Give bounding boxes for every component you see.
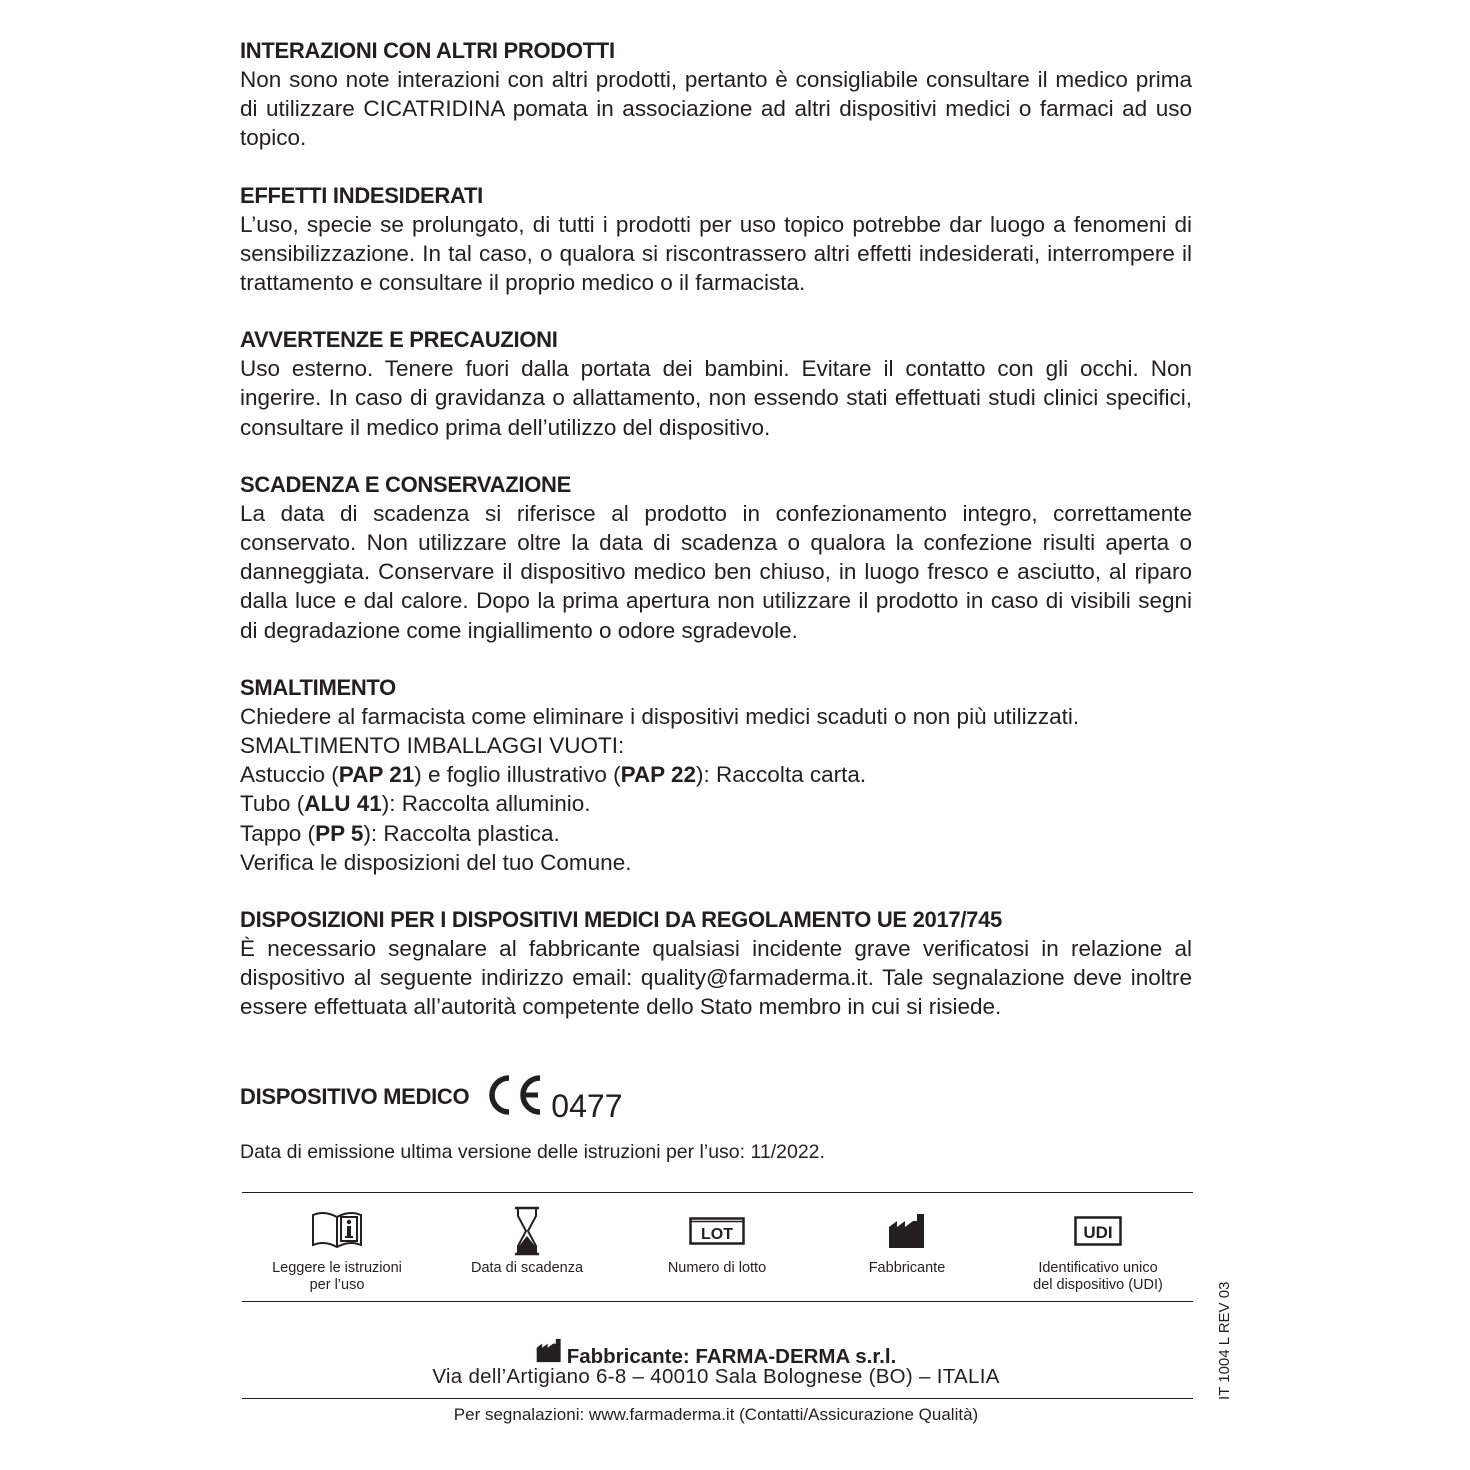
section-heading: INTERAZIONI CON ALTRI PRODOTTI	[240, 38, 615, 63]
text-part: ): Raccolta carta.	[696, 762, 867, 788]
divider	[242, 1398, 1193, 1399]
section-storage	[240, 470, 1192, 645]
section-heading: SMALTIMENTO	[240, 674, 396, 700]
section-text: Uso esterno. Tenere fuori dalla portata dei bambini. Evitare il contatto con gli occhi. Non ingerire. In caso di gravidanza o allattamento, non essendo stati effettuati studi clinici specifici, consultare il medico prima dell’utilizzo del dispositivo.	[240, 356, 1192, 440]
symbol-instructions	[242, 1203, 432, 1293]
revision-code: IT 1004 L REV 03	[1216, 1281, 1233, 1400]
symbol-manufacturer	[812, 1203, 1002, 1276]
section-heading: AVVERTENZE E PRECAUZIONI	[240, 327, 558, 353]
section-regulation	[240, 905, 1192, 1022]
disposal-line: Chiedere al farmacista come eliminare i dispositivi medici scaduti o non più utilizzati.	[240, 703, 1080, 729]
divider	[242, 1301, 1193, 1302]
medical-device-mark	[240, 1076, 622, 1122]
symbol-label: Numero di lotto	[667, 1260, 767, 1276]
ce-mark-icon	[485, 1075, 543, 1120]
section-disposal	[240, 673, 1192, 877]
disposal-line: Verifica le disposizioni del tuo Comune.	[240, 849, 632, 875]
lot-text: LOT	[701, 1226, 733, 1243]
section-text: L’uso, specie se prolungato, di tutti i prodotti per uso topico potrebbe dar luogo a fenomeni di sensibilizzazione. In tal caso, o qualora si riscontrassero altri effetti indesiderati, interrompere il trattamento e consultare il proprio medico o il farmacista.	[240, 211, 1192, 296]
text-part: Tappo (	[240, 820, 316, 846]
manufacturer-name: Fabbricante: FARMA-DERMA s.r.l.	[566, 1345, 897, 1368]
contact-line: Per segnalazioni: www.farmaderma.it (Contatti/Assicurazione Qualità)	[453, 1405, 979, 1424]
recycling-code: PAP 22	[620, 762, 697, 788]
recycling-code: PAP 21	[338, 762, 415, 788]
text-part: ) e foglio illustrativo (	[414, 762, 621, 788]
section-heading: SCADENZA E CONSERVAZIONE	[240, 471, 571, 497]
disposal-tube-line	[240, 789, 1192, 818]
udi-icon	[1003, 1203, 1193, 1259]
disposal-box-line	[240, 760, 1192, 789]
symbol-label: Identificativo unico	[1038, 1260, 1158, 1276]
section-warnings	[240, 325, 1192, 442]
text-part: Tubo (	[240, 791, 305, 817]
section-text: Non sono note interazioni con altri prodotti, pertanto è consigliabile consultare il medico prima di utilizzare CICATRIDINA pomata in associazione ad altri dispositivi medici o farmaci ad uso topico.	[240, 67, 1192, 151]
device-label: DISPOSITIVO MEDICO	[240, 1084, 470, 1109]
section-interactions	[240, 36, 1192, 153]
recycling-code: ALU 41	[304, 791, 382, 817]
text-part: ): Raccolta alluminio.	[381, 791, 591, 817]
symbol-label: Fabbricante	[868, 1260, 946, 1276]
section-heading: DISPOSIZIONI PER I DISPOSITIVI MEDICI DA REGOLAMENTO UE 2017/745	[240, 907, 1002, 933]
disposal-line: SMALTIMENTO IMBALLAGGI VUOTI:	[240, 733, 625, 759]
symbol-udi	[1003, 1203, 1193, 1293]
symbol-label: per l’uso	[309, 1277, 365, 1293]
divider	[242, 1192, 1193, 1193]
symbol-lot	[622, 1203, 812, 1276]
symbols-legend	[242, 1203, 1193, 1297]
symbol-label: del dispositivo (UDI)	[1033, 1277, 1163, 1293]
issue-date: Data di emissione ultima versione delle istruzioni per l’uso: 11/2022.	[240, 1141, 825, 1163]
manufacturer-address: Via dell’Artigiano 6-8 – 40010 Sala Bolognese (BO) – ITALIA	[432, 1365, 1000, 1388]
udi-text: UDI	[1083, 1223, 1113, 1242]
recycling-code: PP 5	[315, 820, 364, 846]
symbol-expiry	[432, 1203, 622, 1276]
section-heading: EFFETTI INDESIDERATI	[240, 182, 483, 208]
section-side-effects	[240, 181, 1192, 298]
factory-icon	[812, 1203, 1002, 1259]
text-part: ): Raccolta plastica.	[363, 820, 560, 846]
symbol-label: Leggere le istruzioni	[272, 1260, 402, 1276]
leaflet-body	[240, 36, 1192, 1050]
notified-body-number: 0477	[551, 1088, 623, 1124]
section-text: È necessario segnalare al fabbricante qualsiasi incidente grave verificatosi in relazione al dispositivo al seguente indirizzo email: quality@farmaderma.it. Tale segnalazione deve inoltre essere effettuata all’autorità competente dello Stato membro in cui si risiede.	[240, 936, 1192, 1020]
hourglass-icon	[432, 1203, 622, 1259]
lot-icon	[622, 1203, 812, 1259]
instructions-book-icon	[242, 1203, 432, 1259]
disposal-cap-line	[240, 819, 1192, 848]
section-text: La data di scadenza si riferisce al prodotto in confezionamento integro, correttamente conservato. Non utilizzare oltre la data di scadenza o qualora la confezione risulti aperta o danneggiata. Conservare il dispositivo medico ben chiuso, in luogo fresco e asciutto, al riparo dalla luce e dal calore. Dopo la prima apertura non utilizzare il prodotto in caso di visibili segni di degradazione come ingiallimento o odore sgradevole.	[240, 500, 1192, 643]
symbol-label: Data di scadenza	[470, 1260, 584, 1276]
text-part: Astuccio (	[240, 762, 339, 788]
